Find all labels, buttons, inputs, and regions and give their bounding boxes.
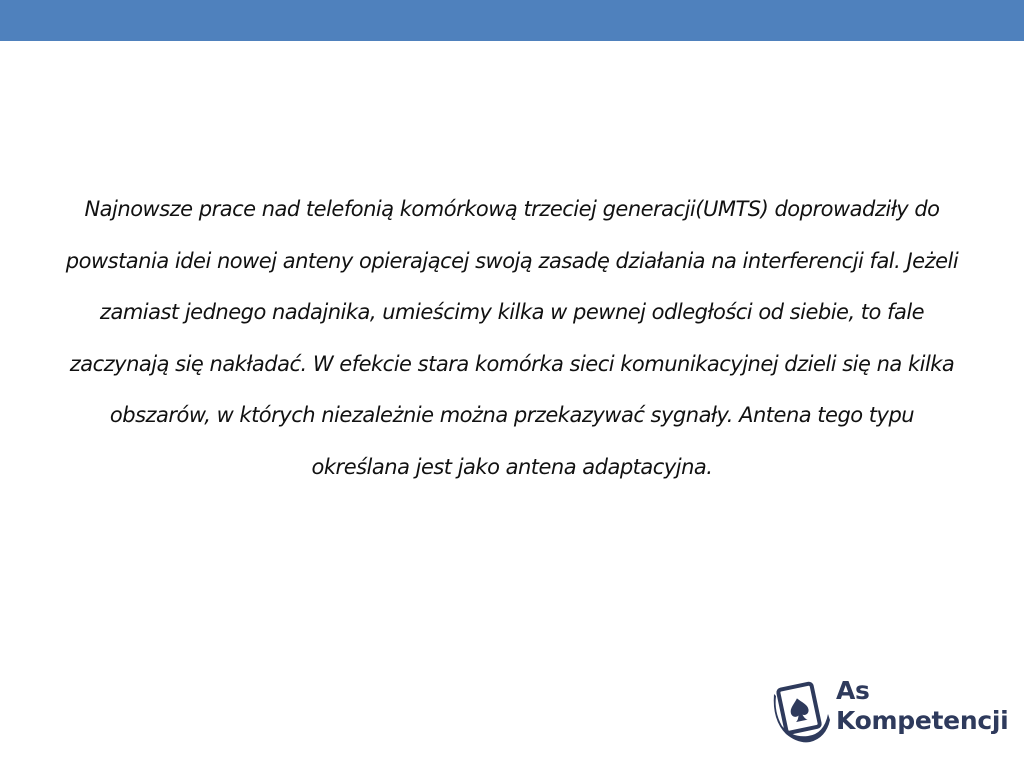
header-bar (0, 0, 1024, 41)
spade-card-icon (768, 672, 832, 744)
logo-line-2: Kompetencji (836, 706, 1009, 735)
logo-text (836, 676, 1008, 736)
logo-line-1: As (836, 676, 870, 705)
logo (768, 672, 1009, 744)
slide-body-text: Najnowsze prace nad telefonią komórkową trzeciej generacji(UMTS) doprowadziły do powstania idei nowej anteny opierającej swoją zasadę działania na interferencji fal. Jeżeli zamiast jednego nadajnika, umieścimy kilka w pewnej odległości od siebie, to fale zaczynają się nakładać. W efekcie stara komórka sieci komunikacyjnej dzieli się na kilka obszarów, w których niezależnie można przekazywać sygnały. Antena tego typu określana jest jako antena adaptacyjna. (65, 197, 959, 479)
